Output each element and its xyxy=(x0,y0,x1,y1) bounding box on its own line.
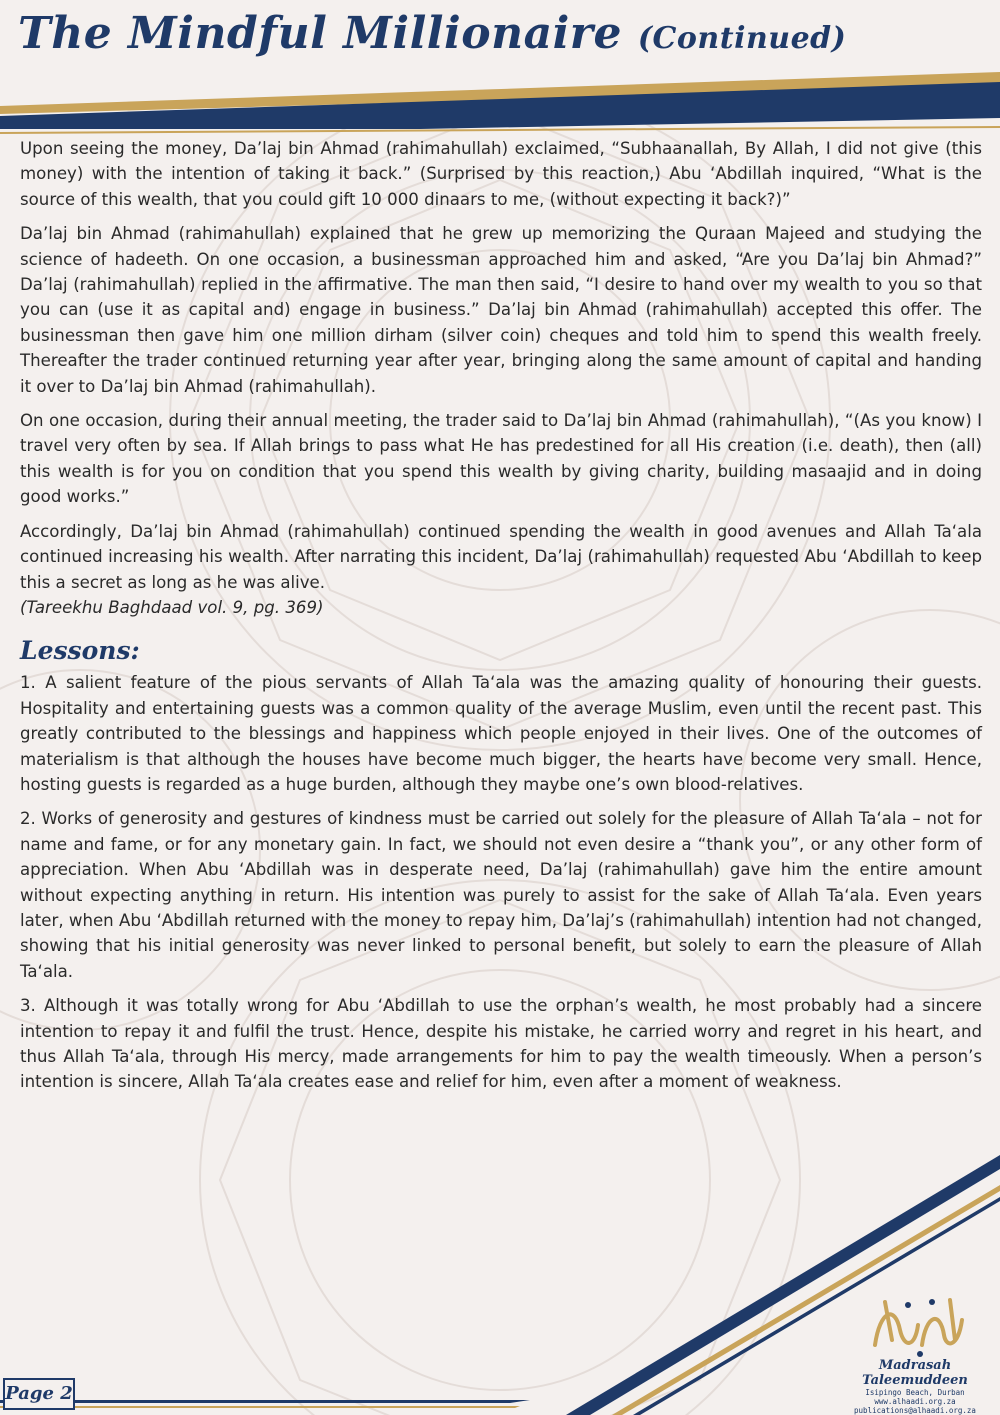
title-subtitle: (Continued) xyxy=(637,21,847,56)
page-number: Page 2 xyxy=(3,1378,75,1410)
article-paragraph: On one occasion, during their annual meeting, the trader said to Da’laj bin Ahmad (rahimahullah), “(As you know) I travel very often by sea. If Allah brings to pass what He has predestined for all His creation (i.e. death), then (all) this wealth is for you on condition that you spend this wealth by giving charity, building masaajid and in doing good works.” xyxy=(20,411,982,507)
organisation-email: publications@alhaadi.org.za xyxy=(854,1406,976,1415)
organisation-location: Isipingo Beach, Durban xyxy=(865,1388,965,1397)
organisation-website: www.alhaadi.org.za xyxy=(874,1397,956,1406)
article-paragraph: Da’laj bin Ahmad (rahimahullah) explained that he grew up memorizing the Quraan Majeed and studying the science of hadeeth. On one occasion, a businessman approached him and asked, “Are you Da’laj bin Ahmad?” Da’laj (rahimahullah) replied in the affirmative. The man then said, “I desire to hand over my wealth to you so that you can (use it as capital and) engage in business.” Da’laj bin Ahmad (rahimahullah) accepted this offer. The businessman then gave him one million dirham (silver coin) cheques and told him to spend this wealth freely. Thereafter the trader continued returning year after year, bringing along the same amount of capital and handing it over to Da’laj bin Ahmad (rahimahullah). xyxy=(20,224,982,396)
alhaadi-logo-icon xyxy=(860,1290,980,1360)
organisation-block xyxy=(830,1358,1000,1415)
header-band xyxy=(0,66,1000,136)
page-title xyxy=(18,8,846,59)
lessons-heading: Lessons: xyxy=(20,636,140,666)
organisation-name: Madrasah Taleemuddeen xyxy=(862,1358,968,1388)
article-paragraph: Upon seeing the money, Da’laj bin Ahmad (rahimahullah) exclaimed, “Subhaanallah, By Allah, I did not give (this money) with the intention of taking it back.” (Surprised by this reaction,) Abu ‘Abdillah inquired, “What is the source of this wealth, that you could gift 10 000 dinaars to me, (without expecting it back?)” xyxy=(20,139,982,209)
lesson-item: 3. Although it was totally wrong for Abu ‘Abdillah to use the orphan’s wealth, he most probably had a sincere intention to repay it and fulfil the trust. Hence, despite his mistake, he carried worry and regret in his heart, and thus Allah Ta‘ala, through His mercy, made arrangements for him to pay the wealth timeously. When a person’s intention is sincere, Allah Ta‘ala creates ease and relief for him, even after a moment of weakness. xyxy=(20,996,982,1092)
citation: (Tareekhu Baghdaad vol. 9, pg. 369) xyxy=(20,597,324,617)
article-body xyxy=(20,136,982,1104)
lesson-item: 1. A salient feature of the pious servants of Allah Ta‘ala was the amazing quality of honouring their guests. Hospitality and entertaining guests was a common quality of the average Muslim, even until the recent past. This greatly contributed to the blessings and happiness which people enjoyed in their lives. One of the outcomes of materialism is that although the houses have become much bigger, the hearts have become very small. Hence, hosting guests is regarded as a huge burden, although they maybe one’s own blood-relatives. xyxy=(20,673,982,794)
article-paragraph: Accordingly, Da’laj bin Ahmad (rahimahullah) continued spending the wealth in good avenues and Allah Ta‘ala continued increasing his wealth. After narrating this incident, Da’laj (rahimahullah) requested Abu ‘Abdillah to keep this a secret as long as he was alive. xyxy=(20,521,982,592)
lesson-item: 2. Works of generosity and gestures of kindness must be carried out solely for the pleasure of Allah Ta‘ala – not for name and fame, or for any monetary gain. In fact, we should not even desire a “thank you”, or any other form of appreciation. When Abu ‘Abdillah was in desperate need, Da’laj (rahimahullah) gave him the entire amount without expecting anything in return. His intention was purely to assist for the sake of Allah Ta‘ala. Even years later, when Abu ‘Abdillah returned with the money to repay him, Da’laj’s (rahimahullah) intention had not changed, showing that his initial generosity was never linked to personal benefit, but solely to earn the pleasure of Allah Ta‘ala. xyxy=(20,809,982,981)
title-main: The Mindful Millionaire xyxy=(18,8,622,59)
